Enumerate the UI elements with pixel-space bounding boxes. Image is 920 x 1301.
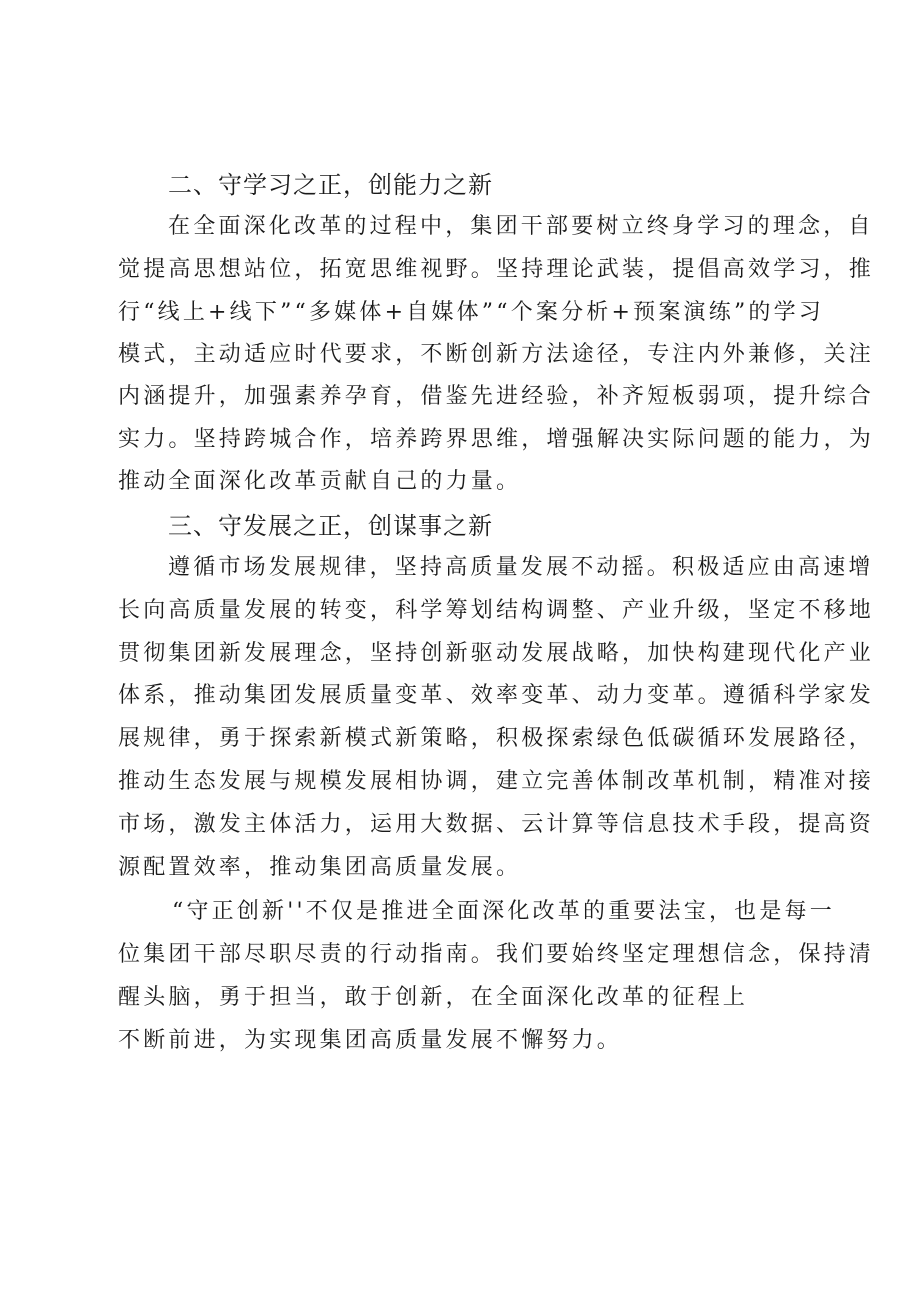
paragraph-line: 位集团干部尽职尽责的行动指南。我们要始终坚定理想信念，保持清 [118,942,875,967]
paragraph-line: 在全面深化改革的过程中，集团干部要树立终身学习的理念，自 [168,214,874,239]
section-3-heading: 三、守发展之正，创谋事之新 [168,512,493,540]
paragraph-line: 遵循市场发展规律，坚持高质量发展不动摇。积极适应由高速增 [168,555,874,580]
paragraph-line: 贯彻集团新发展理念，坚持创新驱动发展战略，加快构建现代化产业 [118,641,875,666]
paragraph-line: 市场，激发主体活力，运用大数据、云计算等信息技术手段，提高资 [118,812,875,837]
paragraph-line: 长向高质量发展的转变，科学筹划结构调整、产业升级，坚定不移地 [118,598,875,623]
paragraph-line: 模式，主动适应时代要求，不断创新方法途径，专注内外兼修，关注 [118,342,875,367]
paragraph-line: 体系，推动集团发展质量变革、效率变革、动力变革。遵循科学家发 [118,683,875,708]
paragraph-line: 源配置效率，推动集团高质量发展。 [118,855,522,880]
paragraph-line: 不断前进，为实现集团高质量发展不懈努力。 [118,1028,623,1053]
paragraph-line: 内涵提升，加强素养孕育，借鉴先进经验，补齐短板弱项，提升综合 [118,384,875,409]
section-2-heading: 二、守学习之正，创能力之新 [168,171,493,199]
paragraph-line: 觉提高思想站位，拓宽思维视野。坚持理论武装，提倡高效学习，推 [118,257,875,282]
paragraph-line: 实力。坚持跨城合作，培养跨界思维，增强解决实际问题的能力，为 [118,427,875,452]
paragraph-line: “守正创新''不仅是推进全面深化改革的重要法宝，也是每一 [172,899,835,924]
paragraph-line: 推动生态发展与规模发展相协调，建立完善体制改革机制，精准对接 [118,769,875,794]
paragraph-line: 推动全面深化改革贡献自己的力量。 [118,469,522,494]
paragraph-line: 醒头脑，勇于担当，敢于创新，在全面深化改革的征程上 [118,985,749,1010]
paragraph-line: 展规律，勇于探索新模式新策略，积极探索绿色低碳循环发展路径， [118,726,875,751]
paragraph-line: 行“线上+线下”“多媒体+自媒体”“个案分析+预案演练”的学习 [118,300,824,325]
